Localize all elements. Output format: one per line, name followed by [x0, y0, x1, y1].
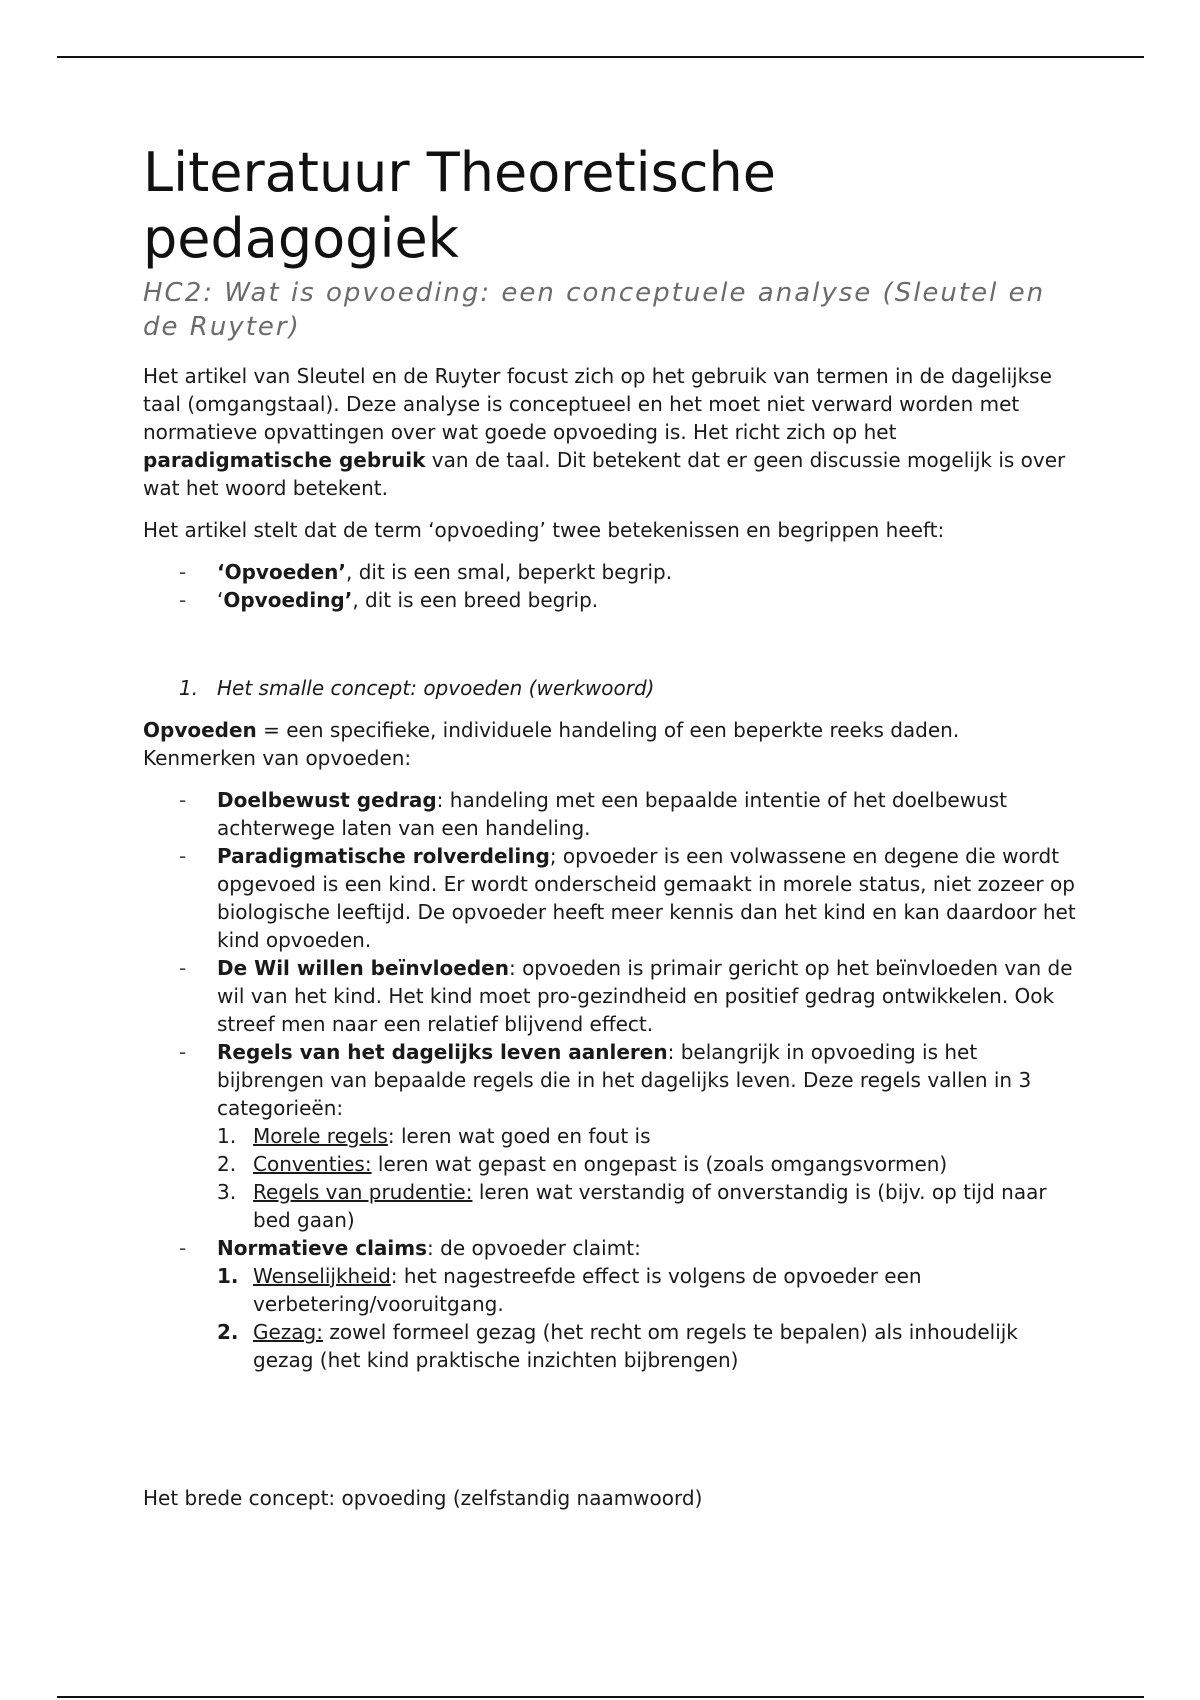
characteristic-text: : de opvoeder claimt:	[427, 1236, 641, 1260]
terms-intro-paragraph: Het artikel stelt dat de term ‘opvoeding’ twee betekenissen en begrippen heeft:	[143, 518, 945, 542]
list-item	[217, 1318, 1078, 1374]
dash-bullet: -	[179, 788, 187, 812]
broad-concept-heading: Het brede concept: opvoeding (zelfstandig naamwoord)	[143, 1486, 703, 1510]
dash-bullet: -	[179, 588, 187, 612]
category-text: leren wat verstandig of onverstandig is (bijv. op tijd naar bed gaan)	[253, 1180, 1047, 1232]
characteristic-title: Doelbewust gedrag	[217, 788, 437, 812]
terms-list	[143, 558, 1078, 614]
characteristic-text: : belangrijk in opvoeding is het bijbrengen van bepaalde regels die in het dagelijks leven. Deze regels vallen in 3 categorieën:	[217, 1040, 1032, 1120]
dash-bullet: -	[179, 1236, 187, 1260]
intro-text-1: Het artikel van Sleutel en de Ruyter focust zich op het gebruik van termen in de dagelijkse taal (omgangstaal). Deze analyse is conceptueel en het moet niet verward worden met normatieve opvattingen over wat goede opvoeding is. Het richt zich op het	[143, 364, 1052, 444]
category-label: Morele regels	[253, 1124, 388, 1148]
claim-text: zowel formeel gezag (het recht om regels te bepalen) als inhoudelijk gezag (het kind praktische inzichten bijbrengen)	[253, 1320, 1018, 1372]
characteristic-title: Normatieve claims	[217, 1236, 428, 1260]
list-item	[143, 558, 1078, 586]
list-number: 2.	[217, 1320, 239, 1344]
document-body	[143, 140, 1078, 1532]
intro-bold-term: paradigmatische gebruik	[143, 448, 426, 472]
claims-list	[217, 1262, 1078, 1374]
characteristic-title: Paradigmatische rolverdeling	[217, 844, 550, 868]
document-title	[143, 140, 1078, 272]
list-item	[217, 1150, 1078, 1178]
list-item	[217, 1178, 1078, 1234]
list-item	[143, 786, 1078, 842]
category-text: : leren wat goed en fout is	[387, 1124, 651, 1148]
intro-text-2: van de taal. Dit betekent dat er geen discussie mogelijk is over wat het woord betekent.	[143, 448, 1066, 500]
title-line-2: pedagogiek	[143, 207, 459, 270]
list-item	[143, 842, 1078, 954]
list-item	[143, 954, 1078, 1038]
rule-categories-list	[217, 1122, 1078, 1234]
term-bold: ‘Opvoeden’	[217, 560, 346, 584]
list-item	[217, 1262, 1078, 1318]
list-number: 1.	[217, 1264, 239, 1288]
definition-term: Opvoeden	[143, 718, 257, 742]
section-heading-1	[143, 674, 1078, 702]
section-number: 1.	[179, 676, 199, 700]
dash-bullet: -	[179, 1040, 187, 1064]
list-item	[217, 1122, 1078, 1150]
intro-paragraph	[143, 362, 1078, 502]
list-number: 1.	[217, 1124, 237, 1148]
category-label: Regels van prudentie:	[253, 1180, 473, 1204]
dash-bullet: -	[179, 844, 187, 868]
term-bold: Opvoeding’	[223, 588, 353, 612]
characteristic-text: : handeling met een bepaalde intentie of het doelbewust achterwege laten van een handeling.	[217, 788, 1007, 840]
list-number: 3.	[217, 1180, 237, 1204]
definition-line-2: Kenmerken van opvoeden:	[143, 746, 412, 770]
characteristics-list	[143, 786, 1078, 1374]
term-prefix: ‘	[217, 588, 224, 612]
claim-text: : het nagestreefde effect is volgens de opvoeder een verbetering/vooruitgang.	[253, 1264, 922, 1316]
term-rest: , dit is een breed begrip.	[352, 588, 599, 612]
section-heading-text: Het smalle concept: opvoeden (werkwoord)	[217, 676, 655, 700]
bottom-rule	[57, 1696, 1144, 1698]
list-item	[143, 1234, 1078, 1374]
top-rule	[57, 56, 1144, 58]
list-item	[143, 586, 1078, 614]
definition-paragraph	[143, 716, 1078, 772]
claim-label: Gezag:	[253, 1320, 323, 1344]
list-number: 2.	[217, 1152, 237, 1176]
title-line-1: Literatuur Theoretische	[143, 141, 776, 204]
category-text: leren wat gepast en ongepast is (zoals omgangsvormen)	[371, 1152, 948, 1176]
characteristic-title: De Wil willen beïnvloeden	[217, 956, 509, 980]
characteristic-text: : opvoeden is primair gericht op het beïnvloeden van de wil van het kind. Het kind moet pro-gezindheid en positief gedrag ontwikkelen. Ook streef men naar een relatief blijvend effect.	[217, 956, 1073, 1036]
characteristic-text: ; opvoeder is een volwassene en degene die wordt opgevoed is een kind. Er wordt onderscheid gemaakt in morele status, niet zozeer op biologische leeftijd. De opvoeder heeft meer kennis dan het kind en kan daardoor het kind opvoeden.	[217, 844, 1076, 952]
list-item	[143, 1038, 1078, 1234]
term-rest: , dit is een smal, beperkt begrip.	[345, 560, 673, 584]
document-subtitle: HC2: Wat is opvoeding: een conceptuele analyse (Sleutel en de Ruyter)	[143, 278, 1046, 342]
characteristic-title: Regels van het dagelijks leven aanleren	[217, 1040, 668, 1064]
definition-text: = een specifieke, individuele handeling of een beperkte reeks daden.	[256, 718, 960, 742]
category-label: Conventies:	[253, 1152, 372, 1176]
dash-bullet: -	[179, 956, 187, 980]
claim-label: Wenselijkheid	[253, 1264, 391, 1288]
dash-bullet: -	[179, 560, 187, 584]
